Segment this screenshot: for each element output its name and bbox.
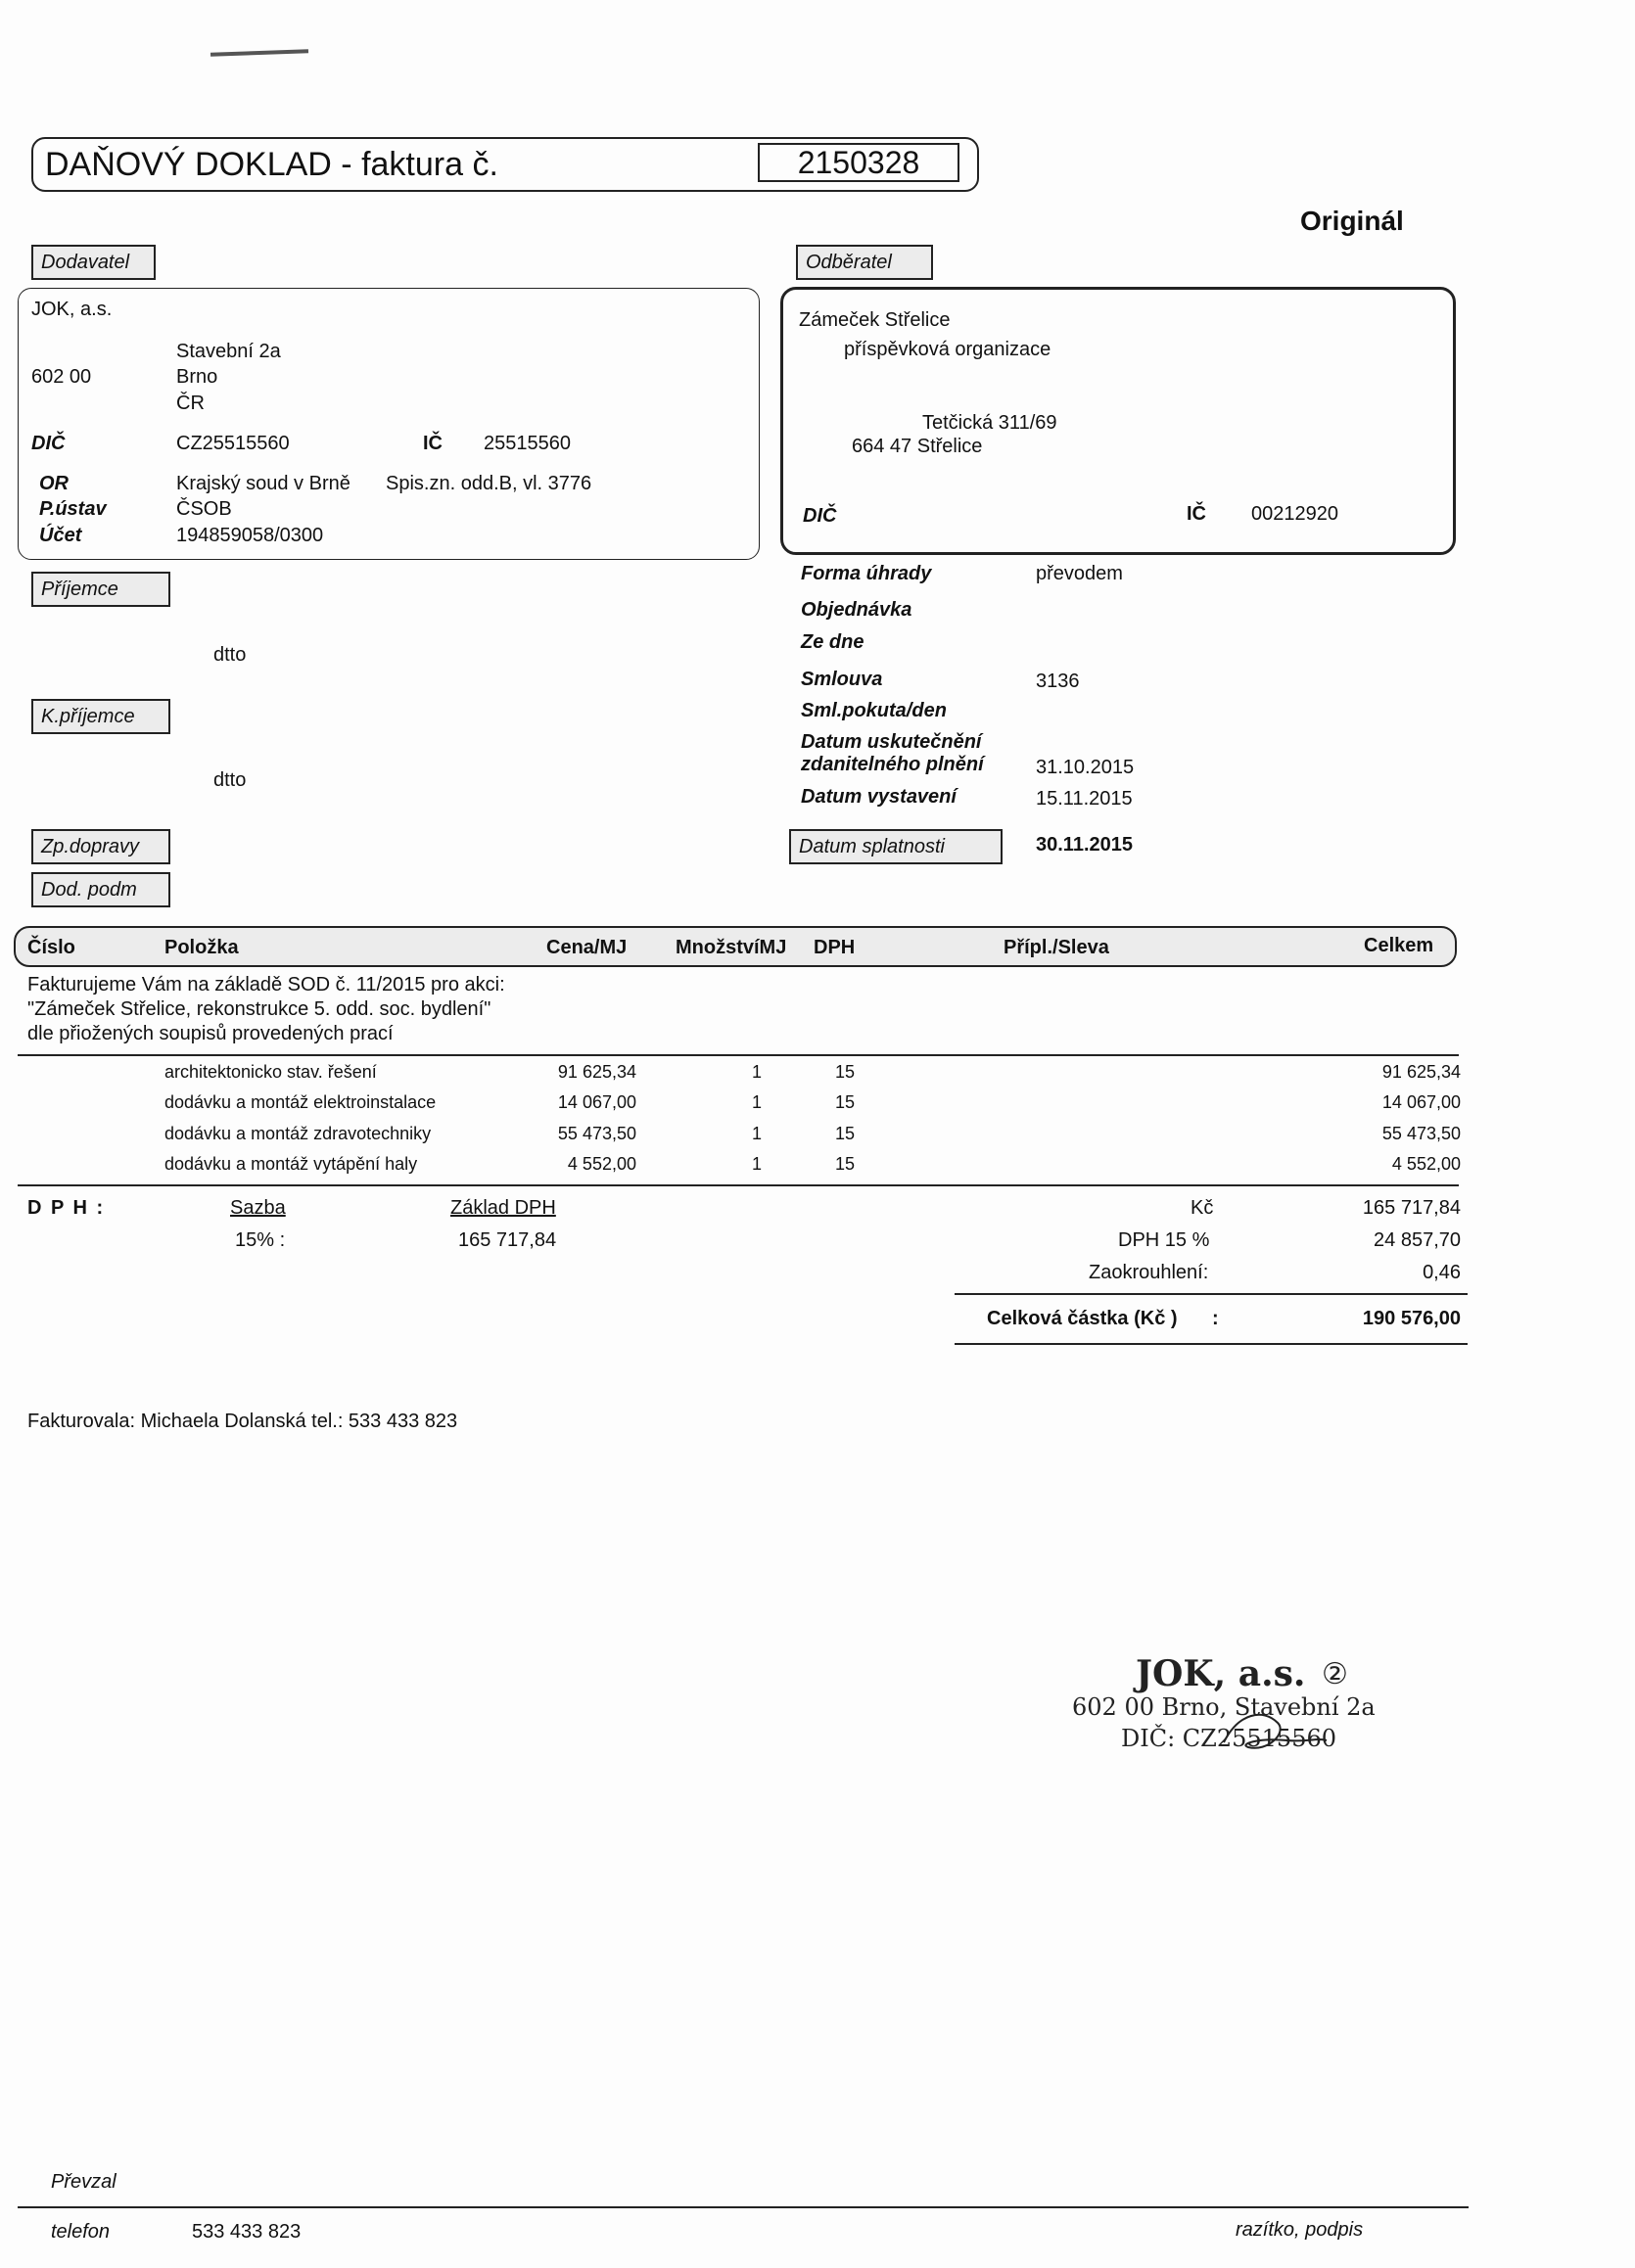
table-row-item: dodávku a montáž zdravotechniky xyxy=(164,1124,432,1143)
intro-line-2: "Zámeček Střelice, rekonstrukce 5. odd. soc. bydlení" xyxy=(27,998,491,1020)
penalty-label: Sml.pokuta/den xyxy=(801,700,947,721)
supplier-bank: ČSOB xyxy=(176,498,232,520)
issue-date: 15.11.2015 xyxy=(1036,788,1133,810)
stamp-address: 602 00 Brno, Stavební 2a xyxy=(1072,1693,1376,1721)
supplier-zip: 602 00 xyxy=(31,366,92,388)
rounding-label: Zaokrouhlení: xyxy=(1089,1262,1209,1283)
table-row-vat: 15 xyxy=(835,1154,856,1174)
signature xyxy=(1199,1703,1346,1762)
payment-method: převodem xyxy=(1036,563,1123,584)
supplier-ic-label: IČ xyxy=(423,433,443,454)
taxable-label-2: zdanitelného plnění xyxy=(801,754,984,775)
table-row-price: 4 552,00 xyxy=(567,1154,636,1174)
supplier-dic: CZ25515560 xyxy=(176,433,290,454)
supplier-dic-label: DIČ xyxy=(31,433,66,454)
table-row-vat: 15 xyxy=(835,1092,856,1112)
col-header-total: Celkem xyxy=(1364,935,1434,956)
table-row-vat: 15 xyxy=(835,1124,856,1143)
table-row-total: 14 067,00 xyxy=(1381,1092,1461,1112)
phone-label: telefon xyxy=(51,2221,111,2243)
kc-label: Kč xyxy=(1191,1197,1214,1219)
table-row-qty: 1 xyxy=(752,1154,763,1174)
vat-label: D P H : xyxy=(27,1197,106,1219)
col-header-vat: DPH xyxy=(814,937,856,958)
invoice-number: 2150328 xyxy=(797,145,920,180)
customer-subtitle: příspěvková organizace xyxy=(844,339,1051,360)
transport-label: Zp.dopravy xyxy=(31,829,170,864)
customer-ic-label: IČ xyxy=(1187,503,1206,525)
supplier-country: ČR xyxy=(176,393,205,414)
table-row-qty: 1 xyxy=(752,1124,763,1143)
supplier-city: Brno xyxy=(176,366,218,388)
recipient-label: Příjemce xyxy=(31,572,170,607)
customer-name: Zámeček Střelice xyxy=(799,309,951,331)
stamp-sign-label: razítko, podpis xyxy=(1236,2219,1364,2241)
vat-rate-label: Sazba xyxy=(230,1197,286,1219)
table-row-total: 91 625,34 xyxy=(1381,1062,1461,1082)
col-header-surcharge: Přípl./Sleva xyxy=(1004,937,1109,958)
signature-stroke xyxy=(1224,1715,1327,1748)
customer-street: Tetčická 311/69 xyxy=(922,412,1057,434)
supplier-account-label: Účet xyxy=(39,525,82,546)
rows-end-divider xyxy=(18,1184,1459,1186)
rounding-value: 0,46 xyxy=(1423,1262,1461,1283)
supplier-or-file: Spis.zn. odd.B, vl. 3776 xyxy=(386,473,592,494)
total-colon: : xyxy=(1212,1308,1219,1329)
customer-zip-city: 664 47 Střelice xyxy=(852,436,983,457)
table-divider xyxy=(18,1054,1459,1056)
vat-rate: 15% : xyxy=(235,1229,286,1251)
due-date-label: Datum splatnosti xyxy=(789,829,1003,864)
supplier-ic: 25515560 xyxy=(484,433,571,454)
issue-date-label: Datum vystavení xyxy=(801,786,957,808)
contract-value: 3136 xyxy=(1036,671,1080,692)
col-header-item: Položka xyxy=(164,937,239,958)
final-recipient-value: dtto xyxy=(213,769,247,791)
col-header-no: Číslo xyxy=(27,937,75,958)
table-row-item: architektonicko stav. řešení xyxy=(164,1062,377,1082)
vat-rate-line-label: DPH 15 % xyxy=(1118,1229,1210,1251)
scan-mark xyxy=(210,49,308,56)
total-label: Celková částka (Kč ) xyxy=(987,1308,1178,1329)
phone-value: 533 433 823 xyxy=(192,2221,302,2243)
vat-base: 165 717,84 xyxy=(458,1229,557,1251)
vat-value: 24 857,70 xyxy=(1374,1229,1461,1251)
recipient-value: dtto xyxy=(213,644,247,666)
customer-ic: 00212920 xyxy=(1251,503,1338,525)
original-mark: Originál xyxy=(1300,206,1404,236)
footer-line xyxy=(18,2206,1469,2208)
intro-line-3: dle přiožených soupisů provedených prací xyxy=(27,1023,394,1044)
customer-dic-label: DIČ xyxy=(803,505,837,527)
supplier-street: Stavební 2a xyxy=(176,341,281,362)
supplier-or-label: OR xyxy=(39,473,69,494)
table-row-item: dodávku a montáž elektroinstalace xyxy=(164,1092,437,1112)
stamp-dic: DIČ: CZ25515560 xyxy=(1121,1725,1336,1752)
from-date-label: Ze dne xyxy=(801,631,864,653)
table-row-item: dodávku a montáž vytápění haly xyxy=(164,1154,418,1174)
supplier-account: 194859058/0300 xyxy=(176,525,324,546)
taxable-date: 31.10.2015 xyxy=(1036,757,1135,778)
table-row-qty: 1 xyxy=(752,1092,763,1112)
invoiced-by: Fakturovala: Michaela Dolanská tel.: 533 433 823 xyxy=(27,1411,458,1432)
total-bottom-line xyxy=(955,1343,1468,1345)
kc-value: 165 717,84 xyxy=(1362,1197,1461,1219)
table-row-price: 14 067,00 xyxy=(557,1092,636,1112)
table-row-total: 4 552,00 xyxy=(1391,1154,1461,1174)
customer-label: Odběratel xyxy=(796,245,933,280)
table-row-vat: 15 xyxy=(835,1062,856,1082)
supplier-name: JOK, a.s. xyxy=(31,299,113,320)
final-recipient-label: K.příjemce xyxy=(31,699,170,734)
supplier-bank-label: P.ústav xyxy=(39,498,107,520)
taxable-label-1: Datum uskutečnění xyxy=(801,731,982,753)
table-row-price: 55 473,50 xyxy=(557,1124,636,1143)
table-row-price: 91 625,34 xyxy=(557,1062,636,1082)
table-row-total: 55 473,50 xyxy=(1381,1124,1461,1143)
supplier-box xyxy=(18,288,760,560)
stamp-mark: ② xyxy=(1322,1657,1348,1691)
vat-base-label: Základ DPH xyxy=(450,1197,556,1219)
delivery-terms-label: Dod. podm xyxy=(31,872,170,907)
supplier-or: Krajský soud v Brně xyxy=(176,473,350,494)
received-label: Převzal xyxy=(51,2171,117,2193)
due-date: 30.11.2015 xyxy=(1036,834,1133,856)
table-row-qty: 1 xyxy=(752,1062,763,1082)
supplier-label: Dodavatel xyxy=(31,245,156,280)
total-top-line xyxy=(955,1293,1468,1295)
payment-method-label: Forma úhrady xyxy=(801,563,932,584)
col-header-unit-price: Cena/MJ xyxy=(546,937,628,958)
intro-line-1: Fakturujeme Vám na základě SOD č. 11/2015 pro akci: xyxy=(27,974,505,995)
stamp-name: JOK, a.s. xyxy=(1136,1653,1306,1694)
col-header-qty: MnožstvíMJ xyxy=(676,937,787,958)
total-value: 190 576,00 xyxy=(1362,1308,1461,1329)
contract-label: Smlouva xyxy=(801,669,883,690)
page-title: DAŇOVÝ DOKLAD - faktura č. xyxy=(45,146,498,183)
order-label: Objednávka xyxy=(801,599,912,621)
